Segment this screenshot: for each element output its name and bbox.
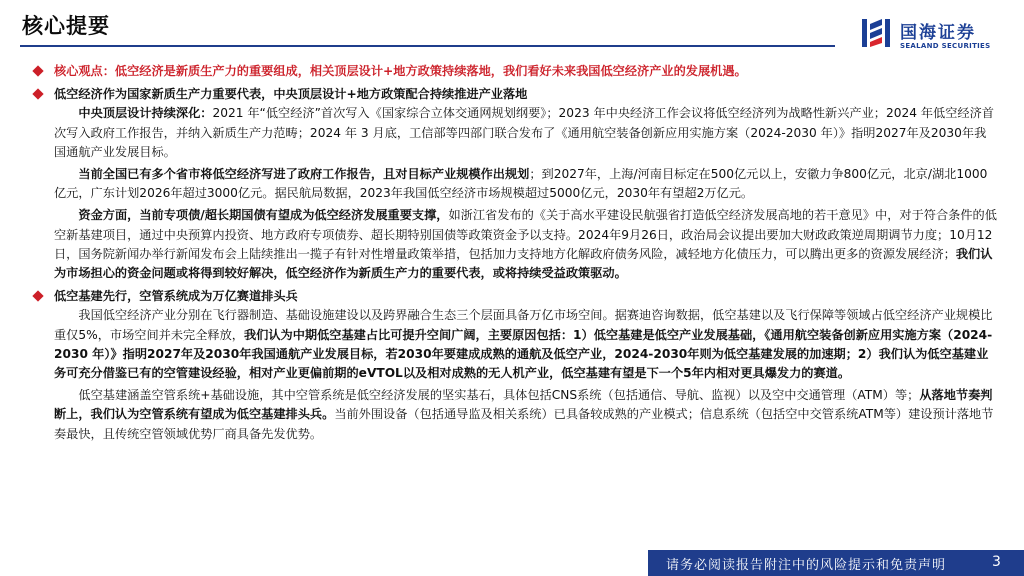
section-heading-text: 低空基建先行，空管系统成为万亿赛道排头兵	[54, 289, 298, 304]
logo-chinese-name: 国海证券	[900, 23, 976, 43]
emphasis-text: 资金方面，当前专项债/超长期国债有望成为低空经济发展重要支撑，	[78, 208, 449, 223]
infrastructure-paragraph-2	[32, 386, 998, 444]
diamond-bullet-icon	[32, 65, 43, 76]
body-text: ；到2027年，上海/河南目标定在500亿元以上，安徽力争800亿元，北京/湖北1000亿元，广东计划2026年超过3000亿元。据民航局数据，2023年我国低空经济市场规模超过5000亿元，2030年有望超2万亿元。	[54, 167, 988, 201]
emphasis-text: 我们认为市场担心的资金问题或将得到较好解决，低空经济作为新质生产力的重要代表，或将持续受益政策驱动。	[54, 246, 993, 281]
core-view-text: 核心观点：低空经济是新质生产力的重要组成，相关顶层设计+地方政策持续落地，我们看好未来我国低空经济产业的发展机遇。	[54, 64, 747, 78]
page-title: 核心提要	[22, 14, 110, 38]
body-text: 如浙江省发布的《关于高水平建设民航强省打造低空经济发展高地的若干意见》中，对于符合条件的低空新基建项目，通过中央预算内投资、地方政府专项债券、超长期特别国债等政策资金予以支持。2024年9月26日，政治局会议提出要加大财政政策逆周期调节力度；10月12日，国务院新闻办举行新闻发布会上陆续推出一揽子有针对性增量政策举措，包括加力支持地方化解政府债务风险，减轻地方化债压力，可以腾出更多的资源发展经济；	[54, 208, 997, 261]
body-text: 低空基建涵盖空管系统+基础设施，其中空管系统是低空经济发展的坚实基石，具体包括CNS系统（包括通信、导航、监视）以及空中交通管理（ATM）等；	[78, 388, 920, 403]
body-text: 2021 年“低空经济”首次写入《国家综合立体交通网规划纲要》；2023 年中央经济工作会议将低空经济列为战略性新兴产业；2024 年低空经济首次写入政府工作报告，并纳入新质生产力范畴；2024 年 3 月底，工信部等四部门联合发布了《通用航空装备创新应用实施方案（2024-2030 年）》指明2027年及2030年我国通航产业发展目标。	[54, 106, 994, 159]
logo-english-name: SEALAND SECURITIES	[900, 42, 991, 50]
section-heading-infrastructure	[32, 287, 998, 306]
emphasis-text: 中央顶层设计持续深化：	[78, 106, 213, 121]
title-divider	[20, 45, 835, 47]
sealand-logo	[860, 16, 1010, 56]
summary-content	[32, 62, 998, 444]
body-text: 我国低空经济产业分别在飞行器制造、基础设施建设以及跨界融合生态三个层面具备万亿市场空间。据赛迪咨询数据，低空基建以及飞行保障等领域占低空经济产业规模比重仅5%，市场空间并未完全释放，	[54, 308, 993, 342]
infrastructure-paragraph-1	[32, 306, 998, 383]
core-view-bullet	[32, 62, 998, 81]
section-heading-text: 低空经济作为国家新质生产力重要代表，中央顶层设计+地方政策配合持续推进产业落地	[54, 87, 528, 102]
page-number: 3	[992, 554, 1001, 570]
diamond-bullet-icon	[32, 89, 43, 100]
emphasis-text: 我们认为中期低空基建占比可提升空间广阔，主要原因包括：1）低空基建是低空产业发展基础，《通用航空装备创新应用实施方案（2024-2030 年）》指明2027年及2030年我国通航产业发展目标，若2030年要建成成熟的通航及低空产业，2024-2030年则为低空基建发展的加速期；2）我们认为低空基建业务可充分借鉴已有的空管建设经验，相对产业更偏前期的eVTOL以及相对成熟的无人机产业，低空基建有望是下一个5年内相对更具爆发力的赛道。	[54, 327, 993, 381]
disclaimer-text: 请务必阅读报告附注中的风险提示和免责声明	[666, 558, 947, 573]
policy-paragraph-2	[32, 165, 998, 203]
policy-paragraph-1	[32, 104, 998, 162]
policy-paragraph-3	[32, 206, 998, 283]
section-heading-policy	[32, 85, 998, 104]
emphasis-text: 当前全国已有多个省市将低空经济写进了政府工作报告，且对目标产业规模作出规划	[78, 167, 530, 182]
footer-bar	[648, 550, 1024, 576]
body-text: 当前外围设备（包括通导监及相关系统）已具备较成熟的产业模式；信息系统（包括空中交管系统ATM等）建设预计落地节奏最快，且传统空管领域优势厂商具备先发优势。	[54, 407, 994, 441]
sealand-logo-icon	[860, 16, 894, 50]
diamond-bullet-icon	[32, 291, 43, 302]
emphasis-text: 从落地节奏判断上，我们认为空管系统有望成为低空基建排头兵。	[54, 388, 993, 422]
